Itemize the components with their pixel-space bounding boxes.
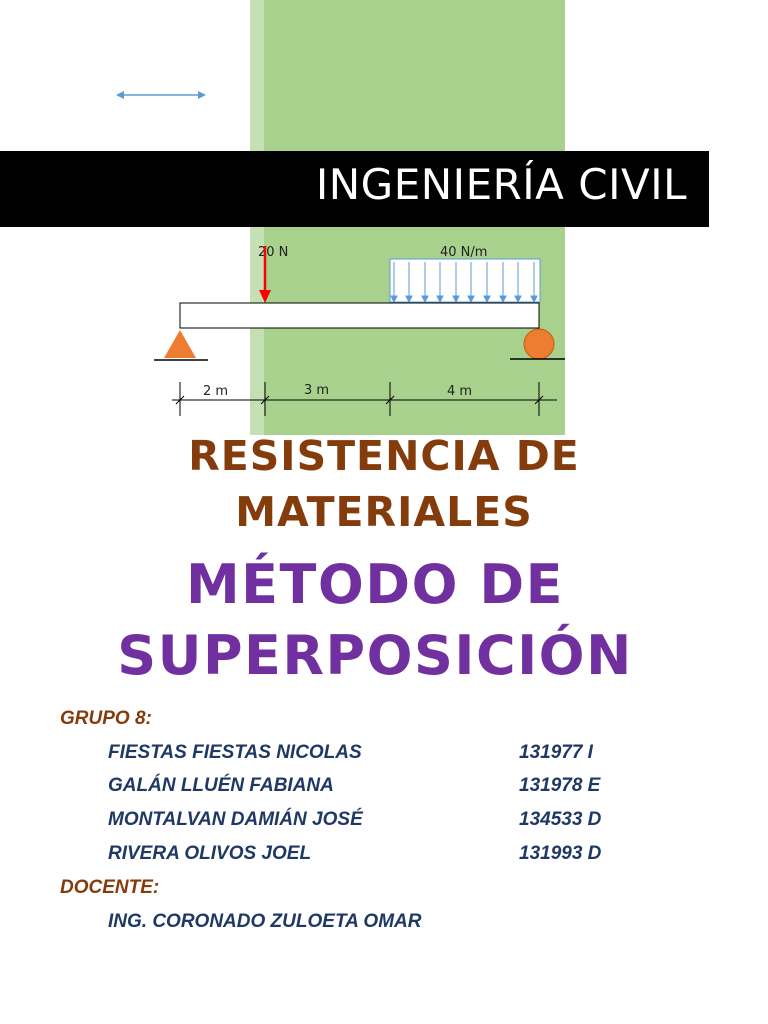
dimension-line [172, 382, 557, 416]
faculty-title: INGENIERÍA CIVIL [315, 160, 687, 209]
beam [180, 303, 539, 328]
teacher-name: ING. CORONADO ZULOETA OMAR [108, 911, 422, 932]
double-arrow-icon [116, 91, 206, 99]
span-label-2: 3 m [304, 383, 330, 398]
topic-line-2: SUPERPOSICIÓN [117, 624, 633, 687]
member-code: 134533 D [519, 809, 602, 830]
member-name: MONTALVAN DAMIÁN JOSÉ [108, 809, 363, 830]
subject-line-2: MATERIALES [235, 488, 533, 536]
span-label-3: 4 m [447, 384, 473, 399]
point-load-label: 20 N [258, 245, 289, 260]
member-name: RIVERA OLIVOS JOEL [108, 843, 312, 864]
title-bar [0, 151, 709, 227]
member-name: FIESTAS FIESTAS NICOLAS [108, 742, 362, 763]
span-label-1: 2 m [203, 384, 229, 399]
member-code: 131977 I [519, 742, 593, 763]
member-name: GALÁN LLUÉN FABIANA [108, 775, 334, 796]
distributed-load [390, 259, 540, 302]
member-code: 131978 E [519, 775, 601, 796]
pin-support-icon [154, 330, 208, 360]
roller-support-icon [510, 329, 565, 359]
teacher-label: DOCENTE: [60, 877, 160, 898]
group-label: GRUPO 8: [60, 708, 152, 729]
distributed-load-label: 40 N/m [440, 245, 488, 260]
subject-line-1: RESISTENCIA DE [188, 432, 580, 480]
topic-line-1: MÉTODO DE [185, 553, 565, 616]
member-code: 131993 D [519, 843, 602, 864]
